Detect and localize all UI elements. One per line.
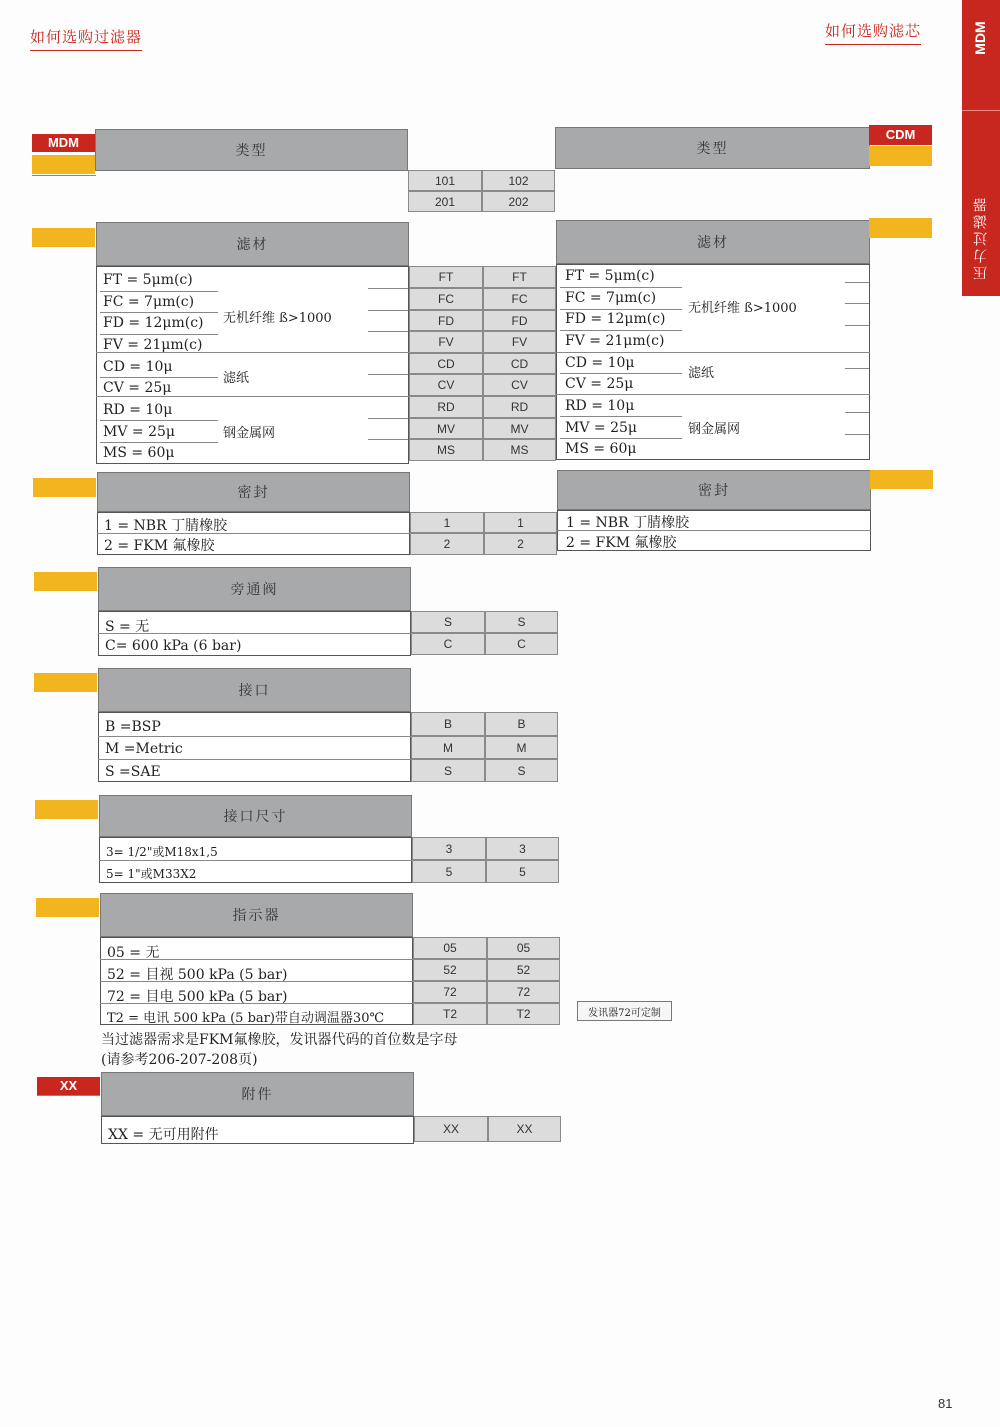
divider — [96, 396, 409, 397]
code-cell[interactable]: 5 — [486, 860, 559, 883]
media-yellow-tab-left — [32, 228, 95, 247]
divider — [560, 309, 682, 310]
divider — [98, 759, 411, 760]
code-cell[interactable]: CV — [409, 374, 483, 396]
code-cell[interactable]: MS — [409, 439, 483, 461]
side-category-label: 压力过滤器 — [973, 195, 989, 280]
seal-row-left: 1 = NBR 丁腈橡胶 — [104, 518, 228, 534]
divider — [37, 1095, 100, 1096]
indicator-note-line1: 当过滤器需求是FKM氟橡胶，发讯器代码的首位数是字母 — [101, 1032, 458, 1048]
code-cell[interactable]: 2 — [484, 533, 557, 555]
code-cell[interactable]: XX — [414, 1116, 488, 1142]
xx-tag: XX — [37, 1077, 100, 1095]
indicator-row: 72 = 目电 500 kPa (5 bar) — [107, 989, 288, 1005]
code-cell[interactable]: MV — [409, 418, 483, 439]
divider — [100, 291, 218, 292]
port-header: 接口 — [98, 668, 411, 712]
media-row-right: FT = 5μm(c) — [565, 268, 655, 284]
code-cell[interactable]: S — [411, 611, 485, 633]
port-row: S =SAE — [105, 764, 161, 780]
divider — [96, 352, 409, 353]
side-code-label: MDM — [972, 21, 988, 55]
media-desc-right: 无机纤维 ß>1000 — [688, 301, 797, 316]
code-cell[interactable]: FD — [409, 310, 483, 331]
divider — [845, 412, 869, 413]
divider — [368, 418, 408, 419]
code-cell[interactable]: 202 — [482, 191, 555, 212]
code-cell[interactable]: MV — [483, 418, 556, 439]
media-row-left: FD = 12μm(c) — [103, 315, 204, 331]
media-row-left: RD = 10μ — [103, 402, 173, 418]
divider — [368, 331, 408, 332]
port-yellow-tab — [34, 673, 97, 692]
code-cell[interactable]: B — [411, 712, 485, 736]
seal-yellow-tab-right — [870, 470, 933, 489]
indicator-header: 指示器 — [100, 893, 413, 937]
type-header-right: 类型 — [555, 127, 870, 169]
indicator-note-line2: (请参考206-207-208页) — [101, 1052, 258, 1068]
media-header-left: 滤材 — [96, 222, 409, 266]
seal-row-left: 2 = FKM 氟橡胶 — [104, 538, 215, 554]
media-desc-right: 滤纸 — [688, 366, 715, 381]
code-cell[interactable]: 52 — [413, 959, 487, 981]
media-row-left: MS = 60μ — [103, 445, 175, 461]
divider — [845, 368, 869, 369]
code-cell[interactable]: XX — [488, 1116, 561, 1142]
type-yellow-tab-right — [869, 146, 932, 166]
code-cell[interactable]: 72 — [413, 981, 487, 1003]
divider — [556, 352, 870, 353]
divider — [32, 175, 96, 176]
indicator-custom-note: 发讯器72可定制 — [577, 1001, 672, 1021]
code-cell[interactable]: S — [485, 759, 558, 782]
media-row-right: FD = 12μm(c) — [565, 311, 666, 327]
divider — [368, 439, 408, 440]
code-cell[interactable]: 72 — [487, 981, 560, 1003]
code-cell[interactable]: 05 — [413, 937, 487, 959]
port-size-row: 5= 1"或M33X2 — [106, 867, 197, 881]
media-row-left: FV = 21μm(c) — [103, 337, 203, 353]
code-cell[interactable]: M — [485, 736, 558, 759]
divider — [845, 303, 869, 304]
code-cell[interactable]: S — [411, 759, 485, 782]
divider — [845, 282, 869, 283]
media-row-right: FV = 21μm(c) — [565, 333, 665, 349]
side-category-tab — [962, 0, 1000, 296]
divider — [100, 377, 218, 378]
divider — [556, 394, 870, 395]
divider — [368, 288, 408, 289]
divider — [368, 310, 408, 311]
bypass-row: C= 600 kPa (6 bar) — [105, 638, 242, 654]
accessory-row: XX = 无可用附件 — [108, 1127, 219, 1143]
indicator-row: T2 = 电讯 500 kPa (5 bar)带自动调温器30℃ — [107, 1011, 385, 1026]
divider — [560, 438, 682, 439]
header-left-title: 如何选购过滤器 — [30, 26, 142, 51]
seal-row-right: 1 = NBR 丁腈橡胶 — [566, 515, 690, 531]
indicator-yellow-tab — [36, 898, 99, 917]
code-cell[interactable]: FV — [409, 331, 483, 353]
port-size-row: 3= 1/2"或M18x1,5 — [106, 845, 218, 859]
seal-header-right: 密封 — [557, 470, 871, 510]
divider — [100, 442, 218, 443]
seal-row-right: 2 = FKM 氟橡胶 — [566, 535, 677, 551]
divider — [100, 312, 218, 313]
code-cell[interactable]: FV — [483, 331, 556, 353]
indicator-row: 05 = 无 — [107, 945, 160, 961]
code-cell[interactable]: RD — [409, 396, 483, 418]
indicator-row: 52 = 目视 500 kPa (5 bar) — [107, 967, 288, 983]
code-cell[interactable]: MS — [483, 439, 556, 461]
code-cell[interactable]: 52 — [487, 959, 560, 981]
media-row-left: FC = 7μm(c) — [103, 294, 195, 310]
code-cell[interactable]: FT — [409, 266, 483, 288]
bypass-yellow-tab — [34, 572, 97, 591]
code-cell[interactable]: C — [411, 633, 485, 655]
code-cell[interactable]: 05 — [487, 937, 560, 959]
code-cell[interactable]: 101 — [408, 170, 482, 191]
code-cell[interactable]: CD — [409, 353, 483, 374]
divider — [368, 374, 408, 375]
divider — [560, 330, 682, 331]
cdm-tag: CDM — [869, 125, 932, 145]
mdm-tag: MDM — [32, 134, 95, 152]
media-desc-left: 钢金属网 — [223, 426, 276, 441]
code-cell[interactable]: 2 — [410, 533, 484, 555]
code-cell[interactable]: 5 — [412, 860, 486, 883]
divider — [560, 373, 682, 374]
media-row-left: MV = 25μ — [103, 424, 175, 440]
accessory-header: 附件 — [101, 1072, 414, 1116]
media-row-right: MS = 60μ — [565, 441, 637, 457]
media-header-right: 滤材 — [556, 220, 870, 264]
code-cell[interactable]: M — [411, 736, 485, 759]
divider — [560, 287, 682, 288]
code-cell[interactable]: FD — [483, 310, 556, 331]
code-cell[interactable]: S — [485, 611, 558, 633]
type-yellow-tab-left — [32, 155, 95, 174]
seal-yellow-tab-left — [33, 478, 96, 497]
media-yellow-tab-right — [869, 218, 932, 238]
divider — [98, 736, 411, 737]
divider — [99, 860, 412, 861]
code-cell[interactable]: T2 — [487, 1003, 560, 1025]
bypass-header: 旁通阀 — [98, 567, 411, 611]
code-cell[interactable]: RD — [483, 396, 556, 418]
media-row-right: CD = 10μ — [565, 355, 635, 371]
code-cell[interactable]: 102 — [482, 170, 555, 191]
media-desc-left: 无机纤维 ß>1000 — [223, 311, 332, 326]
media-row-right: FC = 7μm(c) — [565, 290, 657, 306]
code-cell[interactable]: FT — [483, 266, 556, 288]
divider — [560, 416, 682, 417]
header-right-title: 如何选购滤芯 — [825, 20, 921, 45]
media-row-left: CV = 25μ — [103, 380, 172, 396]
media-row-left: FT = 5μm(c) — [103, 272, 193, 288]
code-cell[interactable]: 201 — [408, 191, 482, 212]
port-size-header: 接口尺寸 — [99, 795, 412, 837]
bypass-row: S = 无 — [105, 619, 150, 635]
code-cell[interactable]: 1 — [410, 512, 484, 533]
port-row: B =BSP — [105, 719, 161, 735]
type-header-left: 类型 — [95, 129, 408, 171]
code-cell[interactable]: FC — [409, 288, 483, 310]
page-number: 81 — [938, 1396, 953, 1411]
code-cell[interactable]: B — [485, 712, 558, 736]
code-cell[interactable]: 1 — [484, 512, 557, 533]
divider — [845, 325, 869, 326]
divider — [845, 434, 869, 435]
port-size-yellow-tab — [35, 800, 98, 819]
media-desc-right: 钢金属网 — [688, 422, 741, 437]
port-row: M =Metric — [105, 741, 183, 757]
code-cell[interactable]: CD — [483, 353, 556, 374]
code-cell[interactable]: C — [485, 633, 558, 655]
divider — [100, 334, 218, 335]
code-cell[interactable]: CV — [483, 374, 556, 396]
divider — [100, 420, 218, 421]
code-cell[interactable]: 3 — [412, 837, 486, 860]
code-cell[interactable]: FC — [483, 288, 556, 310]
media-row-right: MV = 25μ — [565, 420, 637, 436]
media-desc-left: 滤纸 — [223, 371, 250, 386]
media-row-right: CV = 25μ — [565, 376, 634, 392]
code-cell[interactable]: T2 — [413, 1003, 487, 1025]
media-row-right: RD = 10μ — [565, 398, 635, 414]
seal-header-left: 密封 — [97, 472, 410, 512]
code-cell[interactable]: 3 — [486, 837, 559, 860]
media-row-left: CD = 10μ — [103, 359, 173, 375]
